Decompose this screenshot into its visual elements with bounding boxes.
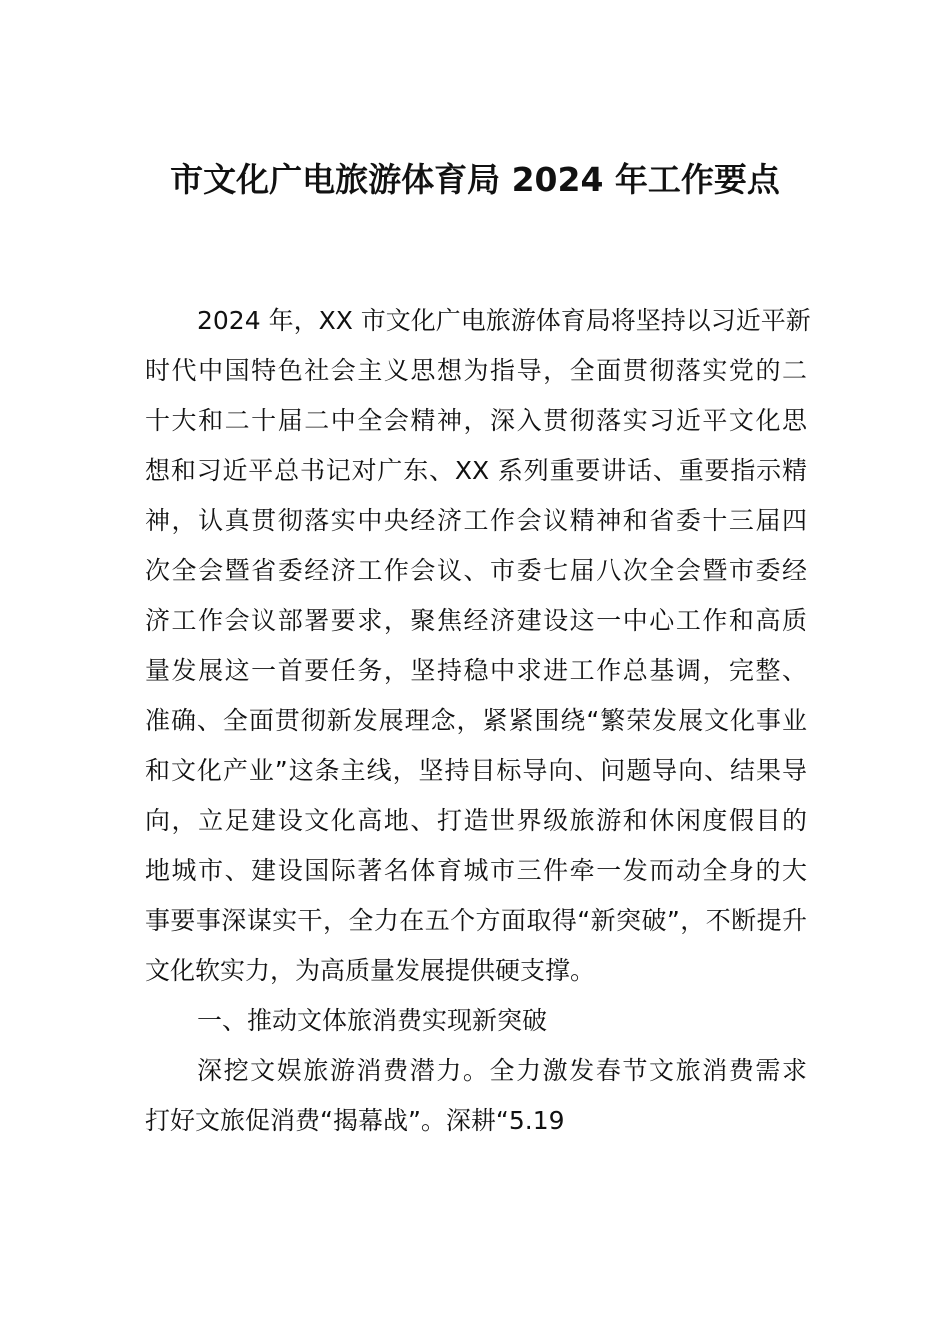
paragraph-line: 深挖文娱旅游消费潜力。全力激发春节文旅消费需求 <box>197 1056 807 1085</box>
document-title: 市文化广电旅游体育局 2024 年工作要点 <box>170 160 780 199</box>
paragraph-line: 想和习近平总书记对广东、XX 系列重要讲话、重要指示精 <box>145 456 807 485</box>
paragraph-line: 次全会暨省委经济工作会议、市委七届八次全会暨市委经 <box>145 556 807 585</box>
paragraph-line: 事要事深谋实干，全力在五个方面取得“新突破”，不断提升 <box>145 906 807 935</box>
paragraph-line: 向，立足建设文化高地、打造世界级旅游和休闲度假目的 <box>145 806 807 835</box>
document-body <box>145 296 811 1146</box>
section-heading: 一、推动文体旅消费实现新突破 <box>197 1006 548 1035</box>
paragraph-line: 2024 年，XX 市文化广电旅游体育局将坚持以习近平新 <box>197 306 811 335</box>
paragraph-line: 时代中国特色社会主义思想为指导，全面贯彻落实党的二 <box>145 356 807 385</box>
paragraph-line: 济工作会议部署要求，聚焦经济建设这一中心工作和高质 <box>145 606 807 635</box>
paragraph-line: 神，认真贯彻落实中央经济工作会议精神和省委十三届四 <box>145 506 807 535</box>
paragraph-line: 和文化产业”这条主线，坚持目标导向、问题导向、结果导 <box>145 756 807 785</box>
paragraph-line: 打好文旅促消费“揭幕战”。深耕“5.19 <box>145 1106 565 1135</box>
paragraph-line: 十大和二十届二中全会精神，深入贯彻落实习近平文化思 <box>145 406 807 435</box>
paragraph-line: 准确、全面贯彻新发展理念，紧紧围绕“繁荣发展文化事业 <box>145 706 807 735</box>
paragraph-line: 文化软实力，为高质量发展提供硬支撑。 <box>145 956 596 985</box>
paragraph-line: 地城市、建设国际著名体育城市三件牵一发而动全身的大 <box>145 856 807 885</box>
paragraph-line: 量发展这一首要任务，坚持稳中求进工作总基调，完整、 <box>145 656 807 685</box>
